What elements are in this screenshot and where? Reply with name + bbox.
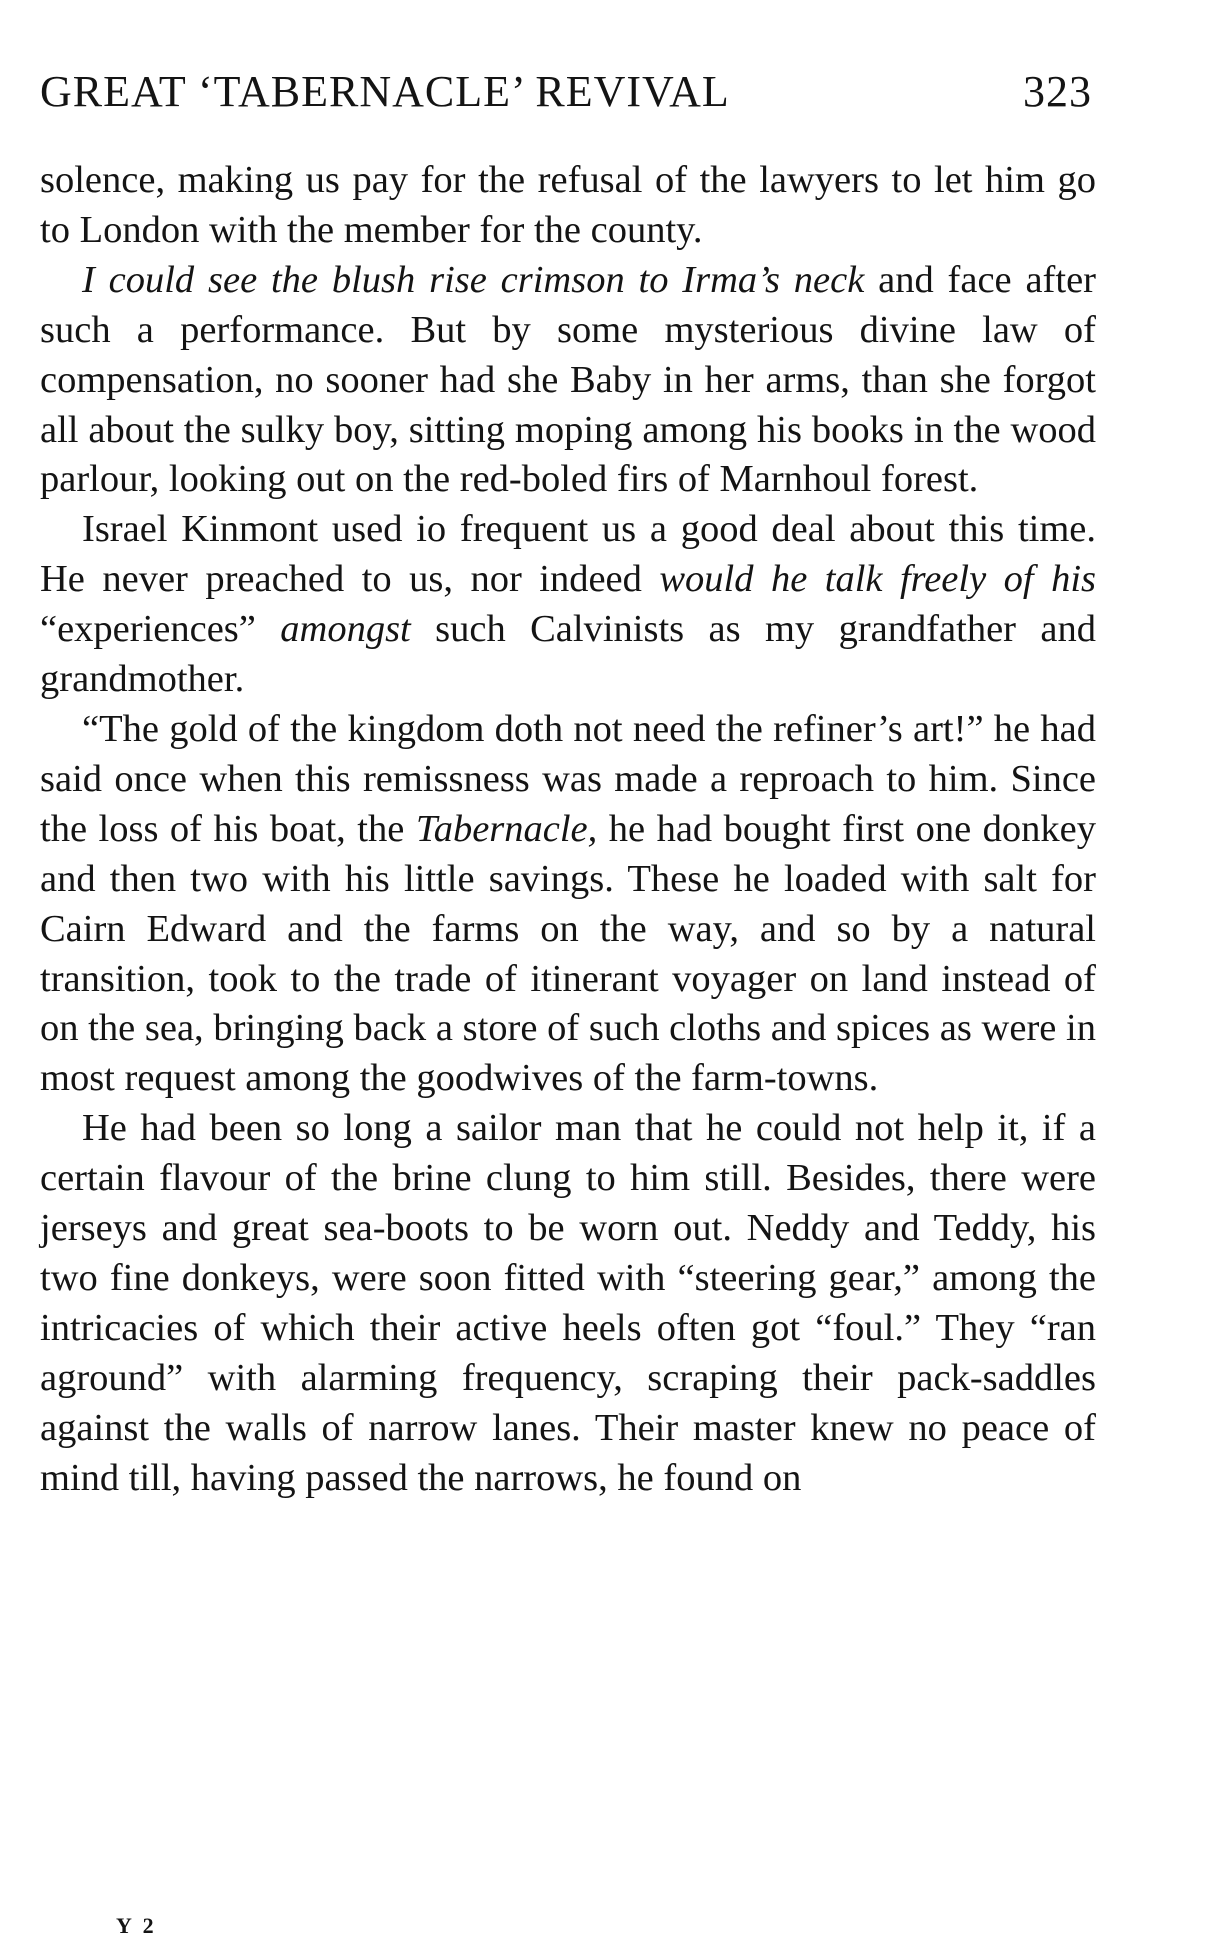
paragraph-3-text-c: frequent us a good deal about this time. He never preached to us, nor indeed <box>40 508 1096 601</box>
paragraph-3-text-a: Israel Kinmont used <box>82 508 417 551</box>
paragraph-4-text-a: “The gold of the kingdom doth not need the refiner’s art!” he had said once when this remissness was made a reproach to him. Since the loss of his boat, the <box>40 707 1096 850</box>
signature-mark: Y 2 <box>116 1913 157 1938</box>
body-text <box>40 156 1096 1503</box>
paragraph-3-text-e: such Calvinists as my grandfather and grandmother. <box>40 608 1096 701</box>
paragraph-5 <box>40 1104 1096 1503</box>
paragraph-4-italic: Tabernacle, <box>415 807 598 850</box>
paragraph-5-text-b: were <box>331 1256 407 1299</box>
paragraph-2 <box>40 256 1096 506</box>
paragraph-4 <box>40 705 1096 1104</box>
paragraph-5-text-c: soon fitted with “steering gear,” among the intricacies of which their active heels often got “foul.” They “ran aground” with alarming frequency, scraping their pack-saddles against the walls of narrow lanes. Their master knew no peace of mind till, having passed the narrows, he found on <box>40 1256 1096 1499</box>
paragraph-3-italic-2: amongst <box>280 608 411 651</box>
paragraph-3-italic: would he talk freely of his <box>659 558 1096 601</box>
paragraph-5-text-a: He had been so long a sailor man that he could not help it, if a certain flavour of the brine clung to him still. Besides, there were jerseys and great sea-boots to be worn out. Neddy and Teddy, his two fine donkeys, <box>40 1107 1096 1299</box>
paragraph-3 <box>40 505 1096 705</box>
paragraph-3-text-b: io <box>416 508 447 551</box>
paragraph-2-italic: I could see the blush rise crimson to Irma’s neck <box>82 258 865 301</box>
page-header-title: GREAT ‘TABERNACLE’ REVIVAL <box>40 67 730 116</box>
paragraph-3-text-d: “experiences” <box>40 608 281 651</box>
page-number: 323 <box>1023 67 1092 116</box>
running-head <box>40 66 1092 126</box>
paragraph-4-text-b: he had bought first one donkey and then two with his little savings. These he loaded with salt for Cairn Edward and the farms on the way, and so by a natural transition, took to the trade of itinerant voyager on land instead of on the sea, bringing back a store of such cloths and spices as were in most request among the goodwives of the farm-towns. <box>40 807 1096 1100</box>
paragraph-1: solence, making us pay for the refusal of the lawyers to let him go to London with the member for the county. <box>40 159 1096 251</box>
paragraph-2-text: and face after such a performance. But by some mysterious divine law of compensation, no sooner had she Baby in her arms, than she forgot all about the sulky boy, sitting moping among his books in the wood parlour, looking out on the red-boled firs of Marnhoul forest. <box>40 258 1096 501</box>
